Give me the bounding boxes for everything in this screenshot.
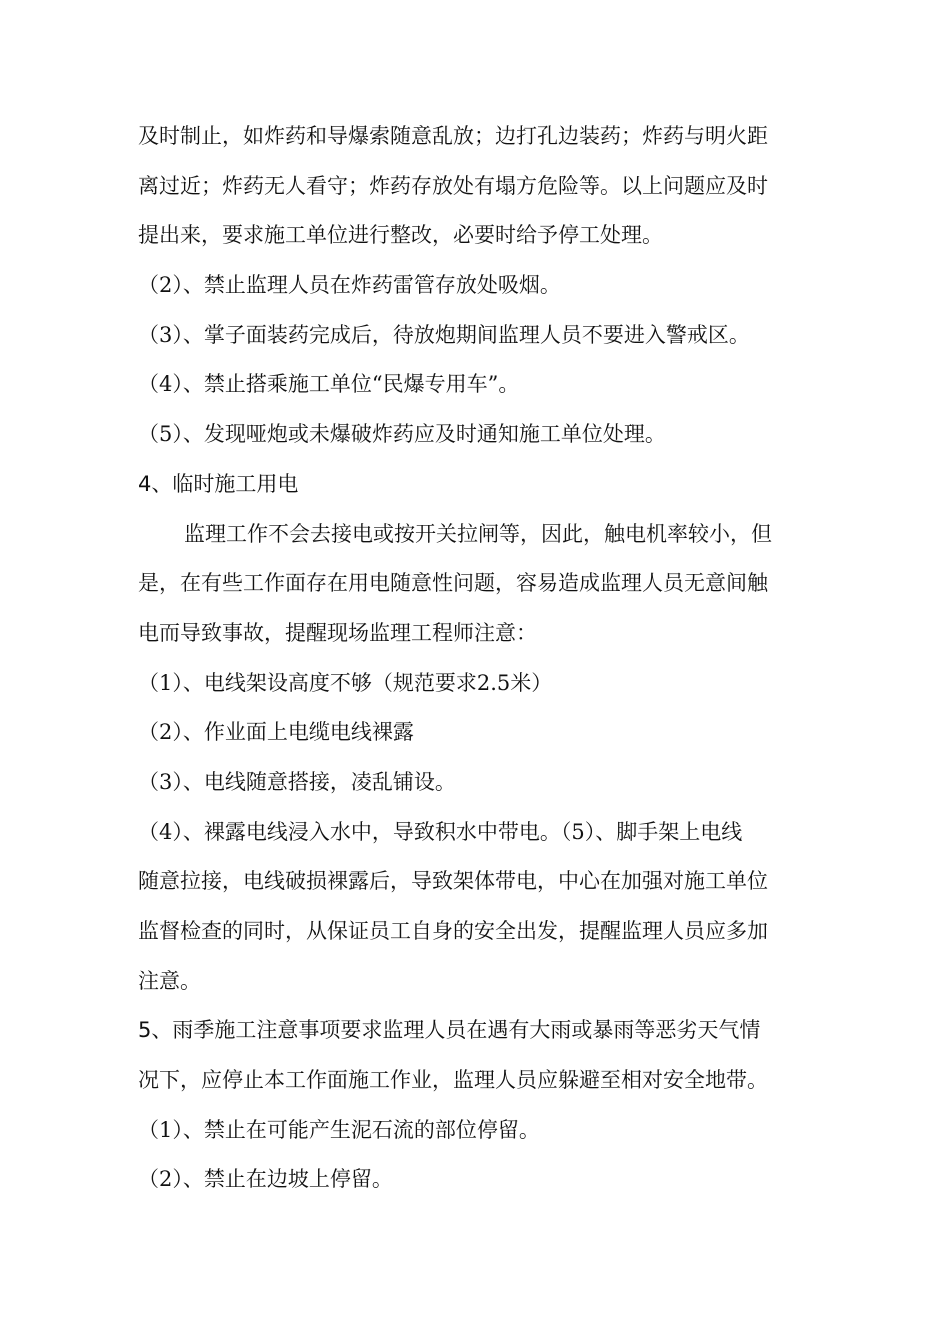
list-item: （3）、电线随意搭接，凌乱铺设。: [138, 769, 456, 794]
paragraph-line: 监理工作不会去接电或按开关拉闸等，因此，触电机率较小，但: [184, 521, 772, 546]
paragraph-line: 注意。: [138, 968, 201, 993]
paragraph-line: 电而导致事故，提醒现场监理工程师注意：: [138, 620, 537, 645]
paragraph-line: 随意拉接，电线破损裸露后，导致架体带电，中心在加强对施工单位: [138, 869, 768, 894]
list-item: （2）、禁止在边坡上停留。: [138, 1167, 393, 1192]
text-line: 离过近；炸药无人看守；炸药存放处有塌方危险等。以上问题应及时: [138, 173, 768, 198]
list-item: （4）、禁止搭乘施工单位“民爆专用车”。: [138, 372, 520, 397]
list-item: （2）、禁止监理人员在炸药雷管存放处吸烟。: [138, 273, 561, 298]
list-item: （3）、掌子面装药完成后，待放炮期间监理人员不要进入警戒区。: [138, 322, 750, 347]
document-body: [138, 112, 818, 1205]
text-line: 及时制止，如炸药和导爆索随意乱放；边打孔边装药；炸药与明火距: [138, 124, 768, 148]
list-item: （1）、电线架设高度不够（规范要求2.5米）: [138, 670, 553, 695]
list-item: （5）、发现哑炮或未爆破炸药应及时通知施工单位处理。: [138, 422, 666, 447]
section-heading: 5、雨季施工注意事项要求监理人员在遇有大雨或暴雨等恶劣天气情: [138, 1018, 761, 1043]
list-item: （2）、作业面上电缆电线裸露: [138, 720, 414, 745]
paragraph-line: 监督检查的同时，从保证员工自身的安全出发，提醒监理人员应多加: [138, 919, 768, 943]
text-line: 提出来，要求施工单位进行整改，必要时给予停工处理。: [138, 223, 663, 248]
section-heading: 4、临时施工用电: [138, 471, 299, 496]
list-item: （4）、裸露电线浸入水中，导致积水中带电。（5）、脚手架上电线: [138, 819, 743, 844]
paragraph-line: 况下，应停止本工作面施工作业，监理人员应躲避至相对安全地带。: [138, 1068, 768, 1093]
paragraph-line: 是，在有些工作面存在用电随意性问题，容易造成监理人员无意间触: [138, 571, 768, 596]
list-item: （1）、禁止在可能产生泥石流的部位停留。: [138, 1117, 540, 1142]
